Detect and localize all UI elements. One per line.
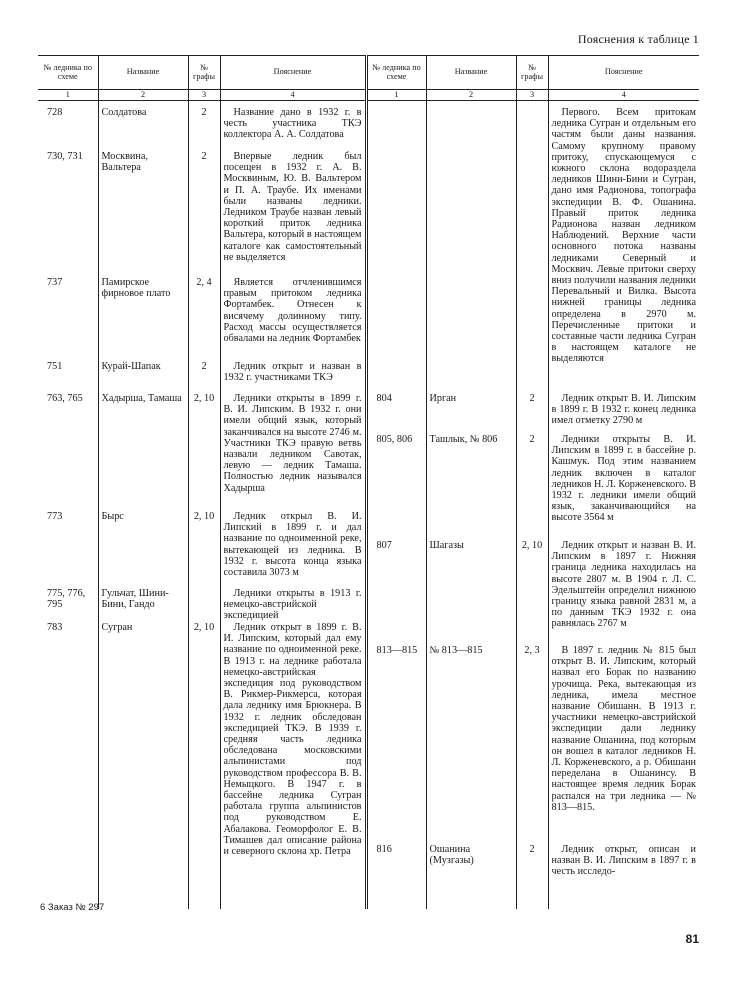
print-order-note: 6 Заказ № 297 (40, 902, 105, 913)
left-row-7-num: 783 (47, 622, 63, 633)
right-row-5-grafa: 2 (529, 844, 535, 855)
header-name-left: Название (98, 56, 188, 90)
left-row-4-note: Ледники открыты в 1899 г. В. И. Липским. В 1932 г. они имели общий язык, который заканчивался на высоте 2746 м. Участники ТКЭ правую ветвь назвали ледником Савотак, левую — ледник Тамаша. Полностью ледник назывался Хадырша (223, 393, 362, 494)
left-row-3-name: Курай-Шапак (101, 361, 161, 372)
right-row-4-note: В 1897 г. ледник № 815 был открыт В. И. Липским, который назвал его Борак по названию урочища. Река, вытекающая из ледника, имела местное название Обишанн. В 1913 г. участники немецко-австрийской экспедиции дали леднику название Ошанина, под которым он вошел в каталог ледников Н. Л. Корженевского, а р. Обишанн переделана в Ошанинсу. В настоящее время ледник Борак распался на три ледника — № 813—815. (551, 645, 696, 813)
left-name-column (98, 101, 188, 910)
left-row-3-num: 751 (47, 361, 63, 372)
left-row-7-note: Ледник открыт в 1899 г. В. И. Липским, который дал ему название по одноименной реке. В 1913 г. на леднике работала немецко-австрийская экспедиция под руководством В. Рикмер-Рикмерса, которая дала леднику имя Брюкнера. В 1932 г. ледник обследован экспедицией ТКЭ. В 1939 г. средняя часть ледника обследована московскими альпинистами под руководством профессора В. В. Немыцкого. В 1947 г. в бассейне ледника Сугран работала группа альпинистов под руководством Е. Абалакова. Геоморфолог Е. В. Тимашев дал описание района и северного склона хр. Петра (223, 622, 362, 858)
left-row-4-grafa: 2, 10 (193, 393, 215, 404)
left-row-0-name: Солдатова (101, 107, 147, 118)
left-row-1-note: Впервые ледник был посещен в 1932 г. А. В. Москвиным, Ю. В. Вальтером и П. А. Траубе. Их именами были названы ледники. Ледником Траубе назван левый короткий приток ледника Вальтера, который в настоящем каталоге как самостоятельный не выделяется (223, 151, 362, 263)
header-name-right: Название (426, 56, 516, 90)
left-row-7-name: Сугран (101, 622, 133, 633)
right-num-column (366, 101, 426, 910)
right-row-2-num: 805, 806 (376, 434, 413, 445)
right-row-3-note: Ледник открыт и назван В. И. Липским в 1897 г. Нижняя граница ледника находилась на высоте 2807 м. В 1904 г. Л. С. Эдельштейн определил нижнюю границу языка равной 2831 м, а по данным ТКЭ 1932 г. она равнялась 2767 м (551, 540, 696, 630)
right-row-1-note: Ледник открыт В. И. Липским в 1899 г. В 1932 г. конец ледника имел отметку 2790 м (551, 393, 696, 427)
right-row-3-name: Шагазы (429, 540, 464, 551)
header-grafa-right: № графы (516, 56, 548, 90)
header-num-left: № ледника по схеме (38, 56, 98, 90)
right-row-5-num: 816 (376, 844, 392, 855)
page-number: 81 (685, 932, 699, 946)
colnum-2-left: 2 (98, 90, 188, 101)
right-row-2-name: Ташлык, № 806 (429, 434, 498, 445)
right-row-3-grafa: 2, 10 (521, 540, 543, 551)
left-row-4-num: 763, 765 (47, 393, 83, 404)
left-row-1-name: Москвина, Вальтера (101, 151, 148, 174)
left-row-3-note: Ледник открыт и назван в 1932 г. участниками ТКЭ (223, 361, 362, 384)
header-grafa-left: № графы (188, 56, 220, 90)
right-name-column (426, 101, 516, 910)
left-row-2-name: Памирское фирновое плато (101, 277, 171, 300)
right-row-2-note: Ледники открыты В. И. Липским в 1899 г. в бассейне р. Кашмук. Под этим названием ледник включен в каталог ледников Н. Л. Корженевского. В 1932 г. ледники имели общий язык, заканчивающийся на высоте 3564 м (551, 434, 696, 524)
colnum-1-right: 1 (366, 90, 426, 101)
colnum-4-right: 4 (548, 90, 699, 101)
right-row-0-note: Первого. Всем притокам ледника Сугран и отдельным его частям были даны названия. Самому крупному правому притоку, спускающемуся с южного склона водораздела ледников Шини-Бини и Сугран, дано имя Радионова, топографа экспедиции В. Ф. Ошанина. Правый приток ледника Радионова назван ледником Наблюдений. Верхние части основного потока названы ледниками Северный и Москвич. Левые притоки сверху вниз получили названия ледники Перевальный и Вилка. Высота нижней границы ледника определена в 2970 м. Перечисленные притоки и составные части ледника Сугран в настоящем каталоге не выделяются (551, 107, 696, 365)
left-row-1-grafa: 2 (201, 151, 207, 162)
right-row-5-note: Ледник открыт, описан и назван В. И. Липским в 1897 г. в честь исследо- (551, 844, 696, 878)
left-row-7-grafa: 2, 10 (193, 622, 215, 633)
colnum-4-left: 4 (220, 90, 366, 101)
colnum-3-right: 3 (516, 90, 548, 101)
colnum-2-right: 2 (426, 90, 516, 101)
explanations-table (38, 55, 699, 909)
colnum-3-left: 3 (188, 90, 220, 101)
left-num-column (38, 101, 98, 910)
left-note-column (220, 101, 366, 910)
left-row-0-note: Название дано в 1932 г. в честь участника ТКЭ коллектора А. А. Солдатова (223, 107, 362, 141)
colnum-1-left: 1 (38, 90, 98, 101)
left-row-2-grafa: 2, 4 (196, 277, 212, 288)
right-row-2-grafa: 2 (529, 434, 535, 445)
left-grafa-column (188, 101, 220, 910)
left-row-5-name: Бырс (101, 511, 124, 522)
left-row-2-num: 737 (47, 277, 63, 288)
right-row-4-num: 813—815 (376, 645, 418, 656)
left-row-2-note: Является отчленившимся правым притоком ледника Фортамбек. Отнесен к висячему долинному типу. Расход массы осуществляется обвалами на ледник Фортамбек (223, 277, 362, 345)
right-note-column (548, 101, 699, 910)
right-row-1-grafa: 2 (529, 393, 535, 404)
left-row-3-grafa: 2 (201, 361, 207, 372)
right-row-1-name: Ирган (429, 393, 457, 404)
left-row-6-name: Гульчат, Шини-Бини, Гандо (101, 588, 169, 611)
left-row-5-grafa: 2, 10 (193, 511, 215, 522)
right-row-1-num: 804 (376, 393, 392, 404)
left-row-4-name: Хадырша, Тамаша (101, 393, 182, 404)
header-num-right: № ледника по схеме (366, 56, 426, 90)
header-note-right: Пояснение (548, 56, 699, 90)
left-row-5-num: 773 (47, 511, 63, 522)
left-row-6-note: Ледники открыты в 1913 г. немецко-австрийской экспедицией (223, 588, 362, 622)
left-row-1-num: 730, 731 (47, 151, 83, 162)
left-row-0-num: 728 (47, 107, 63, 118)
right-row-4-name: № 813—815 (429, 645, 483, 656)
header-note-left: Пояснение (220, 56, 366, 90)
left-row-5-note: Ледник открыл В. И. Липский в 1899 г. и дал название по одноименной реке, вытекающей из ледника. В 1932 г. высота конца языка составила 3073 м (223, 511, 362, 579)
running-head: Пояснения к таблице 1 (577, 32, 699, 46)
right-grafa-column (516, 101, 548, 910)
left-row-6-num: 775, 776, 795 (47, 588, 86, 611)
left-row-0-grafa: 2 (201, 107, 207, 118)
right-row-5-name: Ошанина (Музгазы) (429, 844, 474, 867)
right-row-4-grafa: 2, 3 (524, 645, 540, 656)
right-row-3-num: 807 (376, 540, 392, 551)
